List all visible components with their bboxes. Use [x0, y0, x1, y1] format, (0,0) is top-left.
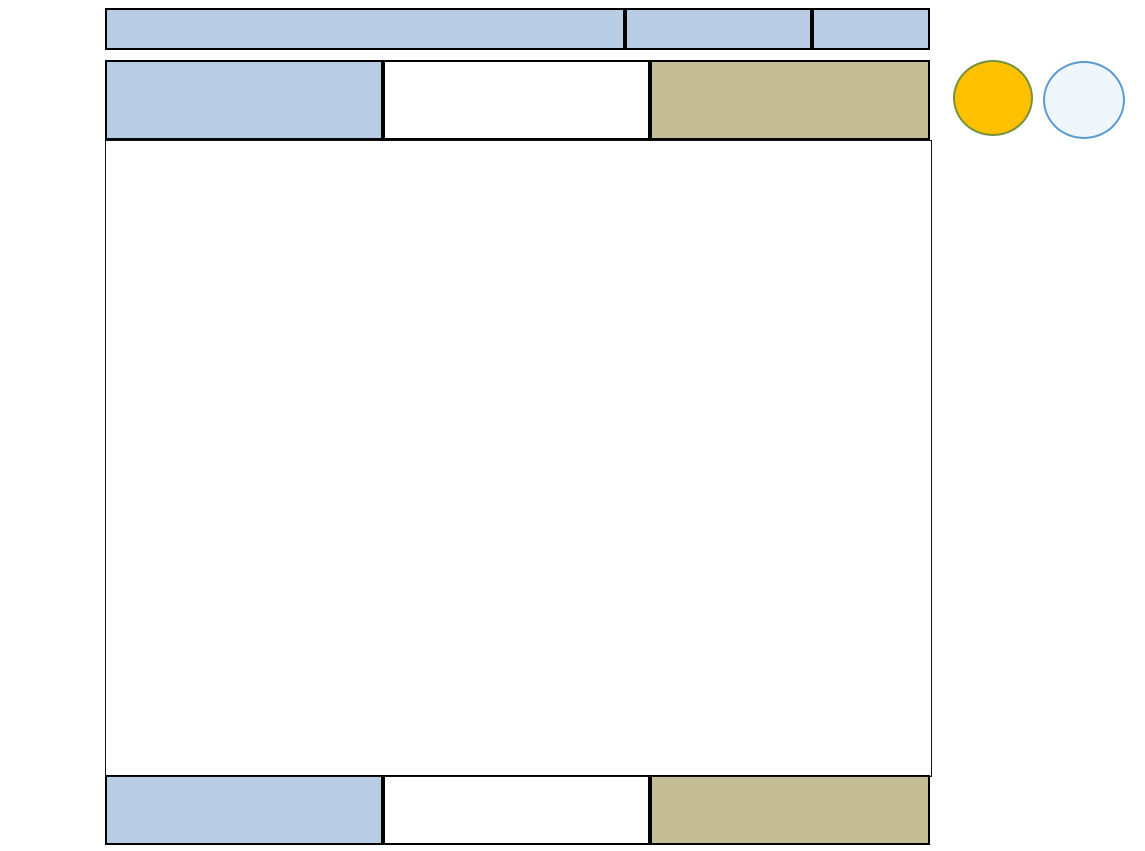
group-header-3d	[650, 60, 930, 140]
dimensao-tempo-legend	[1043, 61, 1125, 139]
group-header-5d	[383, 60, 650, 140]
group-header-4d	[105, 60, 383, 140]
group-footer-3d	[650, 775, 930, 845]
matrix-grid	[105, 140, 932, 777]
page-title	[105, 8, 625, 50]
group-footer-4d	[105, 775, 383, 845]
ns-date-cell	[625, 8, 812, 50]
group-footer-5d	[383, 775, 650, 845]
esfera-mental-legend	[953, 60, 1033, 136]
kin-cell	[812, 8, 930, 50]
